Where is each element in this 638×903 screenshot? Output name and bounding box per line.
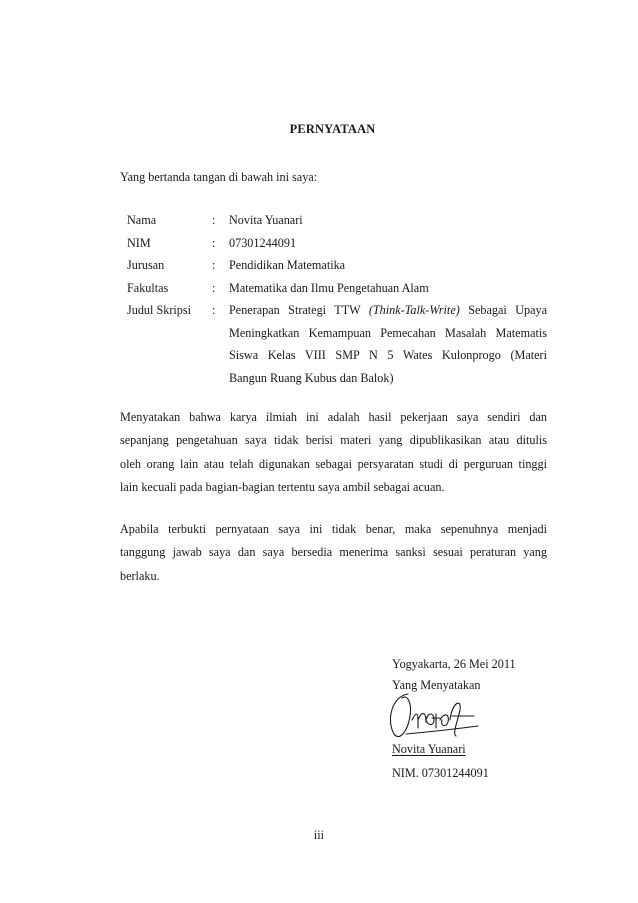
field-value: Novita Yuanari xyxy=(229,213,303,227)
field-value: Pendidikan Matematika xyxy=(229,258,346,272)
paragraph-line: oleh orang lain atau telah digunakan sebagai persyaratan studi di perguruan tinggi xyxy=(120,456,547,471)
statement-paragraph xyxy=(120,409,547,502)
field-colon: : xyxy=(212,280,216,295)
field-row-nim xyxy=(127,235,547,258)
field-label: Judul Skripsi xyxy=(127,303,191,317)
field-label: NIM xyxy=(127,235,151,250)
field-colon: : xyxy=(212,303,216,317)
signature-nim: NIM. 07301244091 xyxy=(392,766,489,780)
identity-fields xyxy=(127,212,547,392)
consequence-paragraph xyxy=(120,521,547,591)
page-number: iii xyxy=(313,828,325,842)
paragraph-line: sepanjang pengetahuan saya tidak berisi materi yang dipublikasikan atau ditulis xyxy=(120,433,547,448)
field-row-judul-skripsi xyxy=(127,302,547,392)
paragraph-line: berlaku. xyxy=(120,568,160,583)
field-value: Matematika dan Ilmu Pengetahuan Alam xyxy=(229,280,429,295)
field-row-fakultas xyxy=(127,280,547,303)
thesis-title-line: Meningkatkan Kemampuan Pemecahan Masalah Matematis xyxy=(229,325,547,340)
field-label: Fakultas xyxy=(127,280,169,295)
field-value: 07301244091 xyxy=(229,235,297,250)
field-row-nama xyxy=(127,212,547,235)
thesis-title-line: Bangun Ruang Kubus dan Balok) xyxy=(229,370,394,385)
thesis-title xyxy=(229,302,547,392)
paragraph-line: Apabila terbukti pernyataan saya ini tidak benar, maka sepenuhnya menjadi xyxy=(120,522,547,536)
thesis-title-line: Siswa Kelas VIII SMP N 5 Wates Kulonprogo (Materi xyxy=(229,348,547,362)
field-colon: : xyxy=(212,235,216,250)
signature-role: Yang Menyatakan xyxy=(392,678,481,692)
paragraph-line: tanggung jawab saya dan saya bersedia menerima sanksi sesuai peraturan yang xyxy=(120,545,547,560)
paragraph-line: Menyatakan bahwa karya ilmiah ini adalah hasil pekerjaan saya sendiri dan xyxy=(120,410,547,424)
field-row-jurusan xyxy=(127,257,547,280)
signature-name: Novita Yuanari xyxy=(392,742,466,756)
document-title: PERNYATAAN xyxy=(289,122,376,136)
field-label: Nama xyxy=(127,213,157,227)
signature-place-date: Yogyakarta, 26 Mei 2011 xyxy=(392,657,516,671)
thesis-title-italic: (Think-Talk-Write) xyxy=(368,303,460,317)
field-colon: : xyxy=(212,258,216,272)
thesis-title-line xyxy=(229,302,547,325)
thesis-title-text: Sebagai Upaya xyxy=(459,303,547,317)
paragraph-line: lain kecuali pada bagian-bagian tertentu saya ambil sebagai acuan. xyxy=(120,479,445,494)
field-label: Jurusan xyxy=(127,258,165,272)
field-colon: : xyxy=(212,213,216,227)
intro-text: Yang bertanda tangan di bawah ini saya: xyxy=(120,170,318,184)
handwritten-signature xyxy=(378,690,498,742)
thesis-title-text: Penerapan Strategi TTW xyxy=(229,303,369,317)
